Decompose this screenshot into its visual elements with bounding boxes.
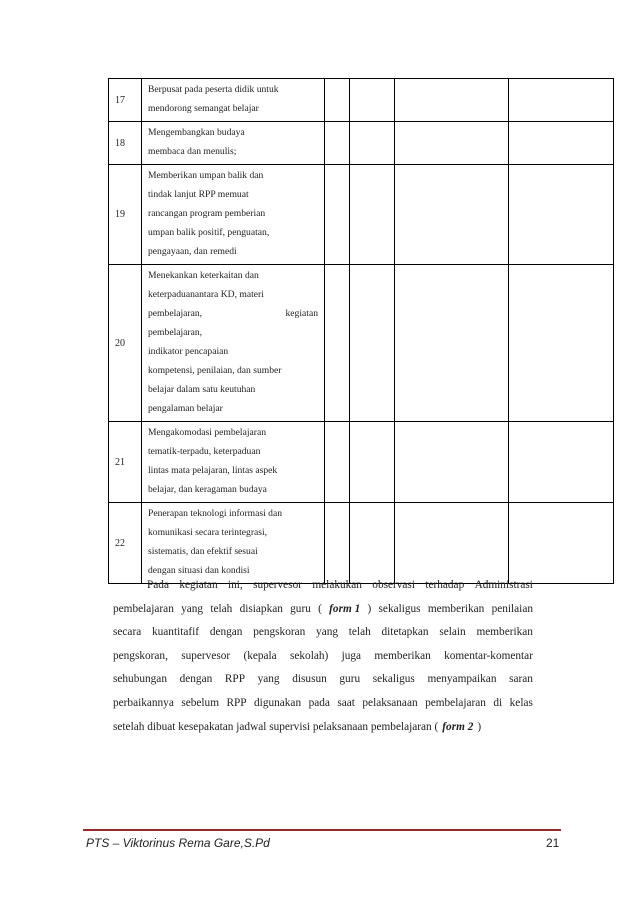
score-cell [509, 79, 614, 122]
paragraph-text: ) [477, 720, 482, 733]
description-line: komunikasi secara terintegrasi, [148, 527, 268, 538]
row-number: 21 [109, 422, 142, 503]
description-line: lintas mata pelajaran, lintas aspek [148, 465, 278, 476]
description-line: Berpusat pada peserta didik untuk [148, 84, 279, 95]
description-line: mendorong semangat belajar [148, 103, 259, 114]
description-line: sistematis, dan efektif sesuai [148, 546, 258, 557]
paragraph-line: pembelajaran yang telah disiapkan guru ( form 1 ) sekaligus memberikan penilaian [113, 598, 533, 622]
description-line: tindak lanjut RPP memuat [148, 189, 249, 200]
score-cell [350, 165, 395, 265]
row-description [142, 265, 325, 422]
paragraph-line [113, 716, 533, 740]
row-number: 18 [109, 122, 142, 165]
table-row [109, 265, 614, 422]
description-line: keterpaduanantara KD, materi [148, 289, 264, 300]
description-line: Penerapan teknologi informasi dan [148, 508, 283, 519]
score-cell [509, 165, 614, 265]
footer-rule [83, 829, 561, 831]
description-line: Memberikan umpan balik dan [148, 170, 264, 181]
score-cell [350, 503, 395, 584]
row-description [142, 79, 325, 122]
page-number: 21 [546, 836, 560, 850]
description-line: dengan situasi dan kondisi [148, 565, 250, 576]
footer-author: PTS – Viktorinus Rema Gare,S.Pd [86, 836, 270, 850]
description-line: kompetensi, penilaian, dan sumber [148, 365, 282, 376]
score-cell [395, 122, 509, 165]
score-cell [395, 79, 509, 122]
paragraph-line: perbaikannya sebelum RPP digunakan pada saat pelaksanaan pembelajaran di kelas [113, 696, 533, 709]
paragraph-line: secara kuantitafif dengan pengskoran yang telah ditetapkan selain memberikan [113, 626, 533, 639]
description-line: Mengembangkan budaya [148, 127, 245, 138]
row-description [142, 503, 325, 584]
paragraph-line: Pada kegiatan ini, supervesor melakukan observasi terhadap Administrasi [147, 579, 533, 591]
description-line: tematik-terpadu, keterpaduan [148, 446, 261, 457]
score-cell [395, 422, 509, 503]
paragraph-text: setelah dibuat kesepakatan jadwal supervisi pelaksanaan pembelajaran ( [113, 720, 439, 733]
score-cell [325, 265, 350, 422]
description-line: umpan balik positif, penguatan, [148, 227, 270, 238]
score-cell [509, 422, 614, 503]
description-line: belajar, dan keragaman budaya [148, 484, 267, 495]
body-paragraph [113, 574, 533, 739]
description-line: belajar dalam satu keutuhan [148, 384, 256, 395]
paragraph-line: pengskoran, supervesor (kepala sekolah) juga memberikan komentar-komentar [113, 649, 533, 662]
score-cell [395, 503, 509, 584]
description-line: pengayaan, dan remedi [148, 246, 237, 257]
table-row [109, 503, 614, 584]
score-cell [325, 79, 350, 122]
row-description [142, 165, 325, 265]
score-cell [509, 503, 614, 584]
score-cell [350, 265, 395, 422]
description-line: membaca dan menulis; [148, 146, 237, 157]
description-line: indikator pencapaian [148, 346, 229, 357]
score-cell [395, 265, 509, 422]
score-cell [350, 79, 395, 122]
score-cell [325, 503, 350, 584]
table-row [109, 79, 614, 122]
score-cell [325, 422, 350, 503]
score-cell [325, 122, 350, 165]
row-description [142, 122, 325, 165]
score-cell [395, 165, 509, 265]
row-number: 20 [109, 265, 142, 422]
score-cell [509, 265, 614, 422]
score-cell [350, 422, 395, 503]
score-cell [325, 165, 350, 265]
description-line: pengalaman belajar [148, 403, 223, 414]
row-number: 17 [109, 79, 142, 122]
description-line: Mengakomodasi pembelajaran [148, 427, 267, 438]
table-row [109, 122, 614, 165]
paragraph-line: sehubungan dengan RPP yang disusun guru sekaligus menyampaikan saran [113, 673, 533, 686]
row-description [142, 422, 325, 503]
supervision-table [108, 78, 614, 584]
score-cell [509, 122, 614, 165]
description-line: pembelajaran, [148, 327, 203, 338]
form-reference: form 2 [442, 720, 474, 733]
row-number: 22 [109, 503, 142, 584]
description-line: pembelajaran, kegiatan [148, 308, 318, 319]
table-row [109, 422, 614, 503]
row-number: 19 [109, 165, 142, 265]
description-line: Menekankan keterkaitan dan [148, 270, 259, 281]
description-line: rancangan program pemberian [148, 208, 266, 219]
form-reference: form 1 [329, 602, 361, 615]
table-row [109, 165, 614, 265]
score-cell [350, 122, 395, 165]
